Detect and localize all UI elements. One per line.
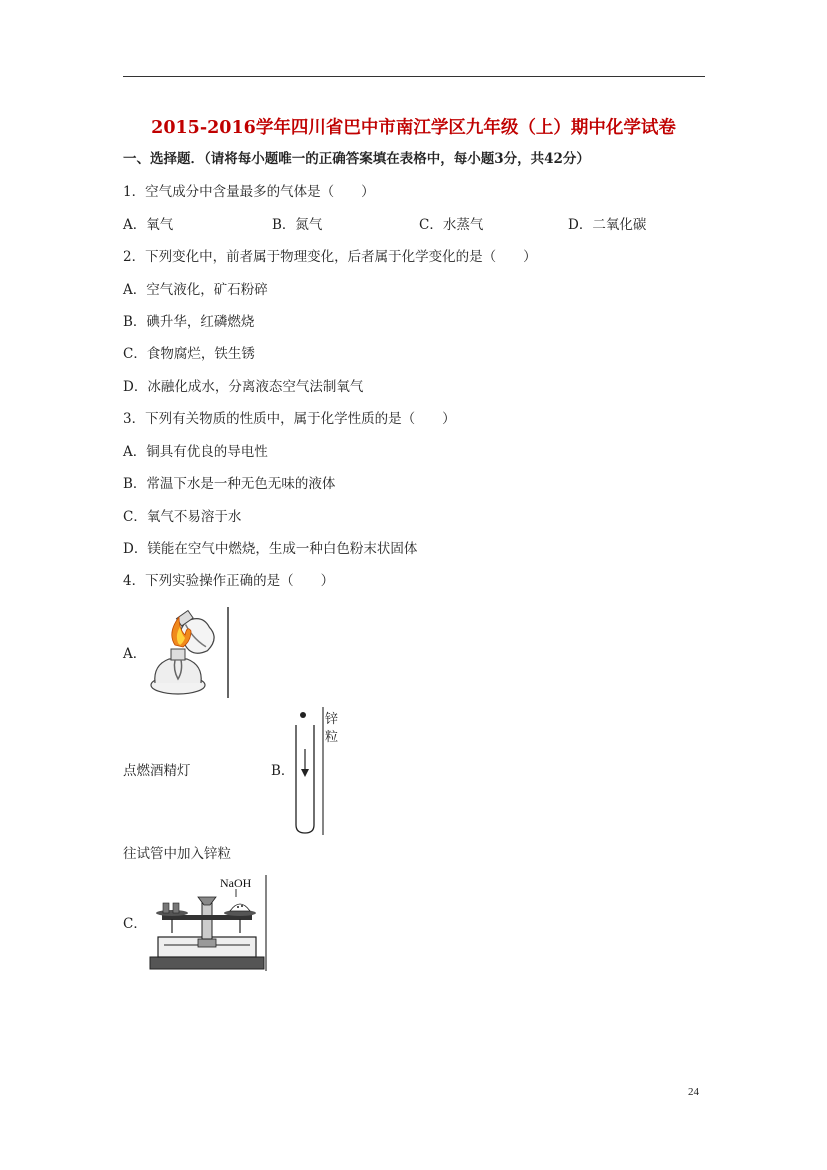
q4-option-b-caption: 往试管中加入锌粒 [123, 846, 231, 862]
header-rule [123, 76, 705, 77]
q1-option-c: C．水蒸气 [419, 217, 484, 233]
q2-option-a: A．空气液化，矿石粉碎 [123, 282, 268, 298]
test-tube-figure [291, 705, 343, 837]
q3-option-b: B．常温下水是一种无色无味的液体 [123, 476, 336, 492]
q3-option-c: C．氧气不易溶于水 [123, 509, 242, 525]
q3-option-d: D．镁能在空气中燃烧，生成一种白色粉末状固体 [123, 541, 418, 557]
balance-figure [148, 873, 268, 973]
q2-option-d: D．冰融化成水，分离液态空气法制氧气 [123, 379, 364, 395]
question-4-stem: 4．下列实验操作正确的是（ ） [123, 573, 335, 589]
q4-option-b-label: B． [271, 763, 295, 779]
page-title: 2015-2016学年四川省巴中市南江学区九年级（上）期中化学试卷 [151, 118, 676, 138]
figure-label-granule: 粒 [325, 730, 339, 745]
naoh-label: NaOH [220, 876, 252, 890]
q3-option-a: A．铜具有优良的导电性 [123, 444, 268, 460]
figure-label-zinc: 锌 [325, 712, 339, 727]
q2-option-b: B．碘升华，红磷燃烧 [123, 314, 255, 330]
q2-option-c: C．食物腐烂，铁生锈 [123, 346, 255, 362]
q1-option-a: A．氧气 [123, 217, 174, 233]
alcohol-lamp-figure [145, 605, 231, 699]
q4-option-a-label: A． [123, 646, 147, 662]
question-2-stem: 2．下列变化中，前者属于物理变化，后者属于化学变化的是（ ） [123, 249, 537, 265]
section-heading: 一、选择题．（请将每小题唯一的正确答案填在表格中，每小题3分，共42分） [123, 151, 590, 167]
question-3-stem: 3．下列有关物质的性质中，属于化学性质的是（ ） [123, 411, 456, 427]
page-number: 24 [688, 1086, 699, 1098]
q1-option-d: D．二氧化碳 [568, 217, 647, 233]
q4-option-a-caption: 点燃酒精灯 [123, 763, 191, 779]
question-1-stem: 1．空气成分中含量最多的气体是（ ） [123, 184, 375, 200]
q1-option-b: B．氮气 [272, 217, 323, 233]
zinc-granule-icon [300, 712, 306, 718]
q4-option-c-label: C． [123, 916, 147, 932]
question-1-options [123, 216, 723, 234]
